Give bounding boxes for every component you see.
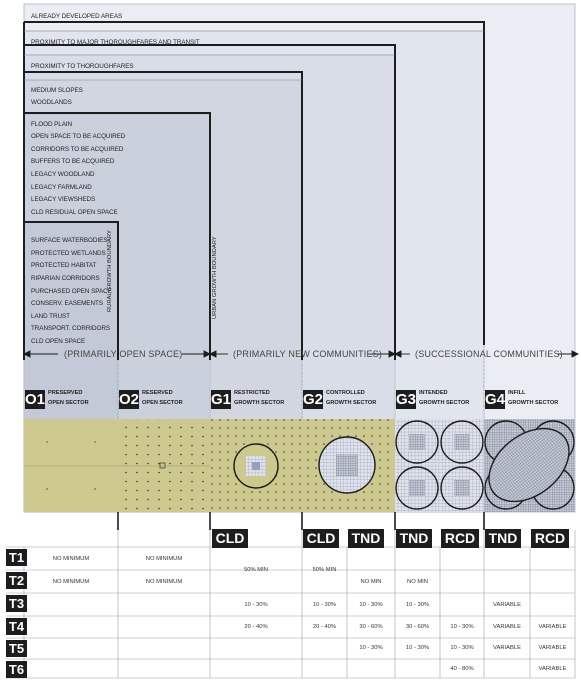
- table-cell: NO MINIMUM: [145, 556, 183, 562]
- table-cell: NO MIN: [407, 579, 428, 585]
- table-cell: 40 - 80%: [450, 666, 474, 672]
- table-cell: NO MINIMUM: [52, 579, 90, 585]
- layer-woodlands: WOODLANDS: [31, 99, 72, 106]
- sector-code-o2: O2: [119, 391, 140, 408]
- transect-t4: T4: [6, 618, 27, 635]
- table-cell: VARIABLE: [493, 645, 521, 651]
- table-cell: 10 - 30%: [450, 645, 474, 651]
- transect-t2: T2: [6, 572, 27, 589]
- layer-reserved-item: BUFFERS TO BE ACQUIRED: [31, 158, 115, 165]
- table-cell: 10 - 30%: [405, 645, 430, 651]
- table-cell: NO MINIMUM: [145, 579, 183, 585]
- transect-t1: T1: [6, 549, 27, 566]
- layer-preserved-item: TRANSPORT. CORRIDORS: [31, 325, 111, 332]
- table-cell: 10 - 30%: [359, 645, 383, 651]
- layer-preserved-item: PROTECTED WETLANDS: [31, 250, 106, 257]
- layer-preserved-item: PURCHASED OPEN SPACE: [31, 288, 112, 295]
- layer-reserved-item: LEGACY WOODLAND: [31, 171, 95, 178]
- sector-name-g2: CONTROLLED GROWTH SECTOR: [326, 390, 377, 406]
- table-cell: 10 - 30%: [359, 602, 383, 608]
- band-open-space: (PRIMARILY OPEN SPACE): [64, 349, 183, 359]
- table-cell: 20 - 40%: [312, 624, 337, 630]
- urban-growth-boundary-label: URBAN GROWTH BOUNDARY: [212, 236, 218, 319]
- community-type-rcd: RCD: [441, 529, 479, 548]
- layer-transit: PROXIMITY TO MAJOR THOROUGHFARES AND TRANSIT: [31, 39, 200, 46]
- table-cell: VARIABLE: [538, 645, 567, 651]
- table-cell: 10 - 30%: [312, 602, 337, 608]
- layer-reserved-item: LEGACY VIEWSHEDS: [31, 196, 96, 203]
- transect-t6: T6: [6, 661, 27, 678]
- sector-name-g4: INFILL GROWTH SECTOR: [508, 390, 559, 406]
- transect-t3: T3: [6, 595, 27, 612]
- community-type-tnd: TND: [396, 529, 432, 548]
- table-cell: 30 - 60%: [405, 624, 430, 630]
- table-cell: 50% MIN: [312, 567, 337, 573]
- community-type-rcd: RCD: [531, 529, 569, 548]
- layer-slopes: MEDIUM SLOPES: [31, 87, 83, 94]
- table-cell: VARIABLE: [538, 666, 567, 672]
- table-cell: 20 - 40%: [244, 624, 268, 630]
- community-type-tnd: TND: [485, 529, 521, 548]
- sector-code-o1: O1: [25, 391, 46, 408]
- layer-preserved-item: PROTECTED HABITAT: [31, 262, 97, 269]
- layer-thoroughfares: PROXIMITY TO THOROUGHFARES: [31, 63, 134, 70]
- table-cell: 10 - 30%: [244, 602, 268, 608]
- layer-preserved-item: SURFACE WATERBODIES: [31, 237, 108, 244]
- layer-reserved-item: OPEN SPACE TO BE ACQUIRED: [31, 133, 126, 140]
- table-cell: VARIABLE: [493, 624, 521, 630]
- sector-name-o1: PRESERVED OPEN SECTOR: [48, 390, 89, 406]
- transect-t5: T5: [6, 640, 27, 657]
- layer-preserved-item: CONSERV. EASEMENTS: [31, 300, 103, 307]
- sector-code-g3: G3: [396, 391, 417, 408]
- table-cell: VARIABLE: [493, 602, 521, 608]
- band-new-communities: (PRIMARILY NEW COMMUNITIES): [233, 349, 383, 359]
- layer-reserved-item: CLD RESIDUAL OPEN SPACE: [31, 209, 118, 216]
- layer-reserved-item: LEGACY FARMLAND: [31, 184, 92, 191]
- sector-code-g1: G1: [211, 391, 232, 408]
- layer-reserved-item: FLOOD PLAIN: [31, 121, 73, 128]
- table-cell: 10 - 30%: [450, 624, 474, 630]
- table-cell: 30 - 60%: [359, 624, 383, 630]
- layer-preserved-item: LAND TRUST: [31, 313, 70, 320]
- rural-growth-boundary-label: RURAL GROWTH BOUNDARY: [107, 230, 113, 312]
- layer-reserved-item: CORRIDORS TO BE ACQUIRED: [31, 146, 124, 153]
- sector-code-g4: G4: [485, 391, 506, 408]
- table-cell: 50% MIN: [244, 567, 268, 573]
- community-type-tnd: TND: [348, 529, 384, 548]
- table-cell: NO MINIMUM: [52, 556, 90, 562]
- band-successional: (SUCCESSIONAL COMMUNITIES): [415, 349, 563, 359]
- table-cell: VARIABLE: [538, 624, 567, 630]
- layer-preserved-item: RIPARIAN CORRIDORS: [31, 275, 100, 282]
- sector-name-g1: RESTRICTED GROWTH SECTOR: [234, 390, 285, 406]
- community-type-cld: CLD: [303, 529, 339, 548]
- table-cell: 10 - 30%: [405, 602, 430, 608]
- layer-preserved-item: CLD OPEN SPACE: [31, 338, 86, 345]
- sector-name-g3: INTENDED GROWTH SECTOR: [419, 390, 470, 406]
- community-type-cld: CLD: [212, 529, 248, 548]
- sector-name-o2: RESERVED OPEN SECTOR: [142, 390, 183, 406]
- sector-code-g2: G2: [303, 391, 324, 408]
- table-cell: NO MIN: [360, 579, 382, 585]
- layer-developed: ALREADY DEVELOPED AREAS: [31, 13, 123, 20]
